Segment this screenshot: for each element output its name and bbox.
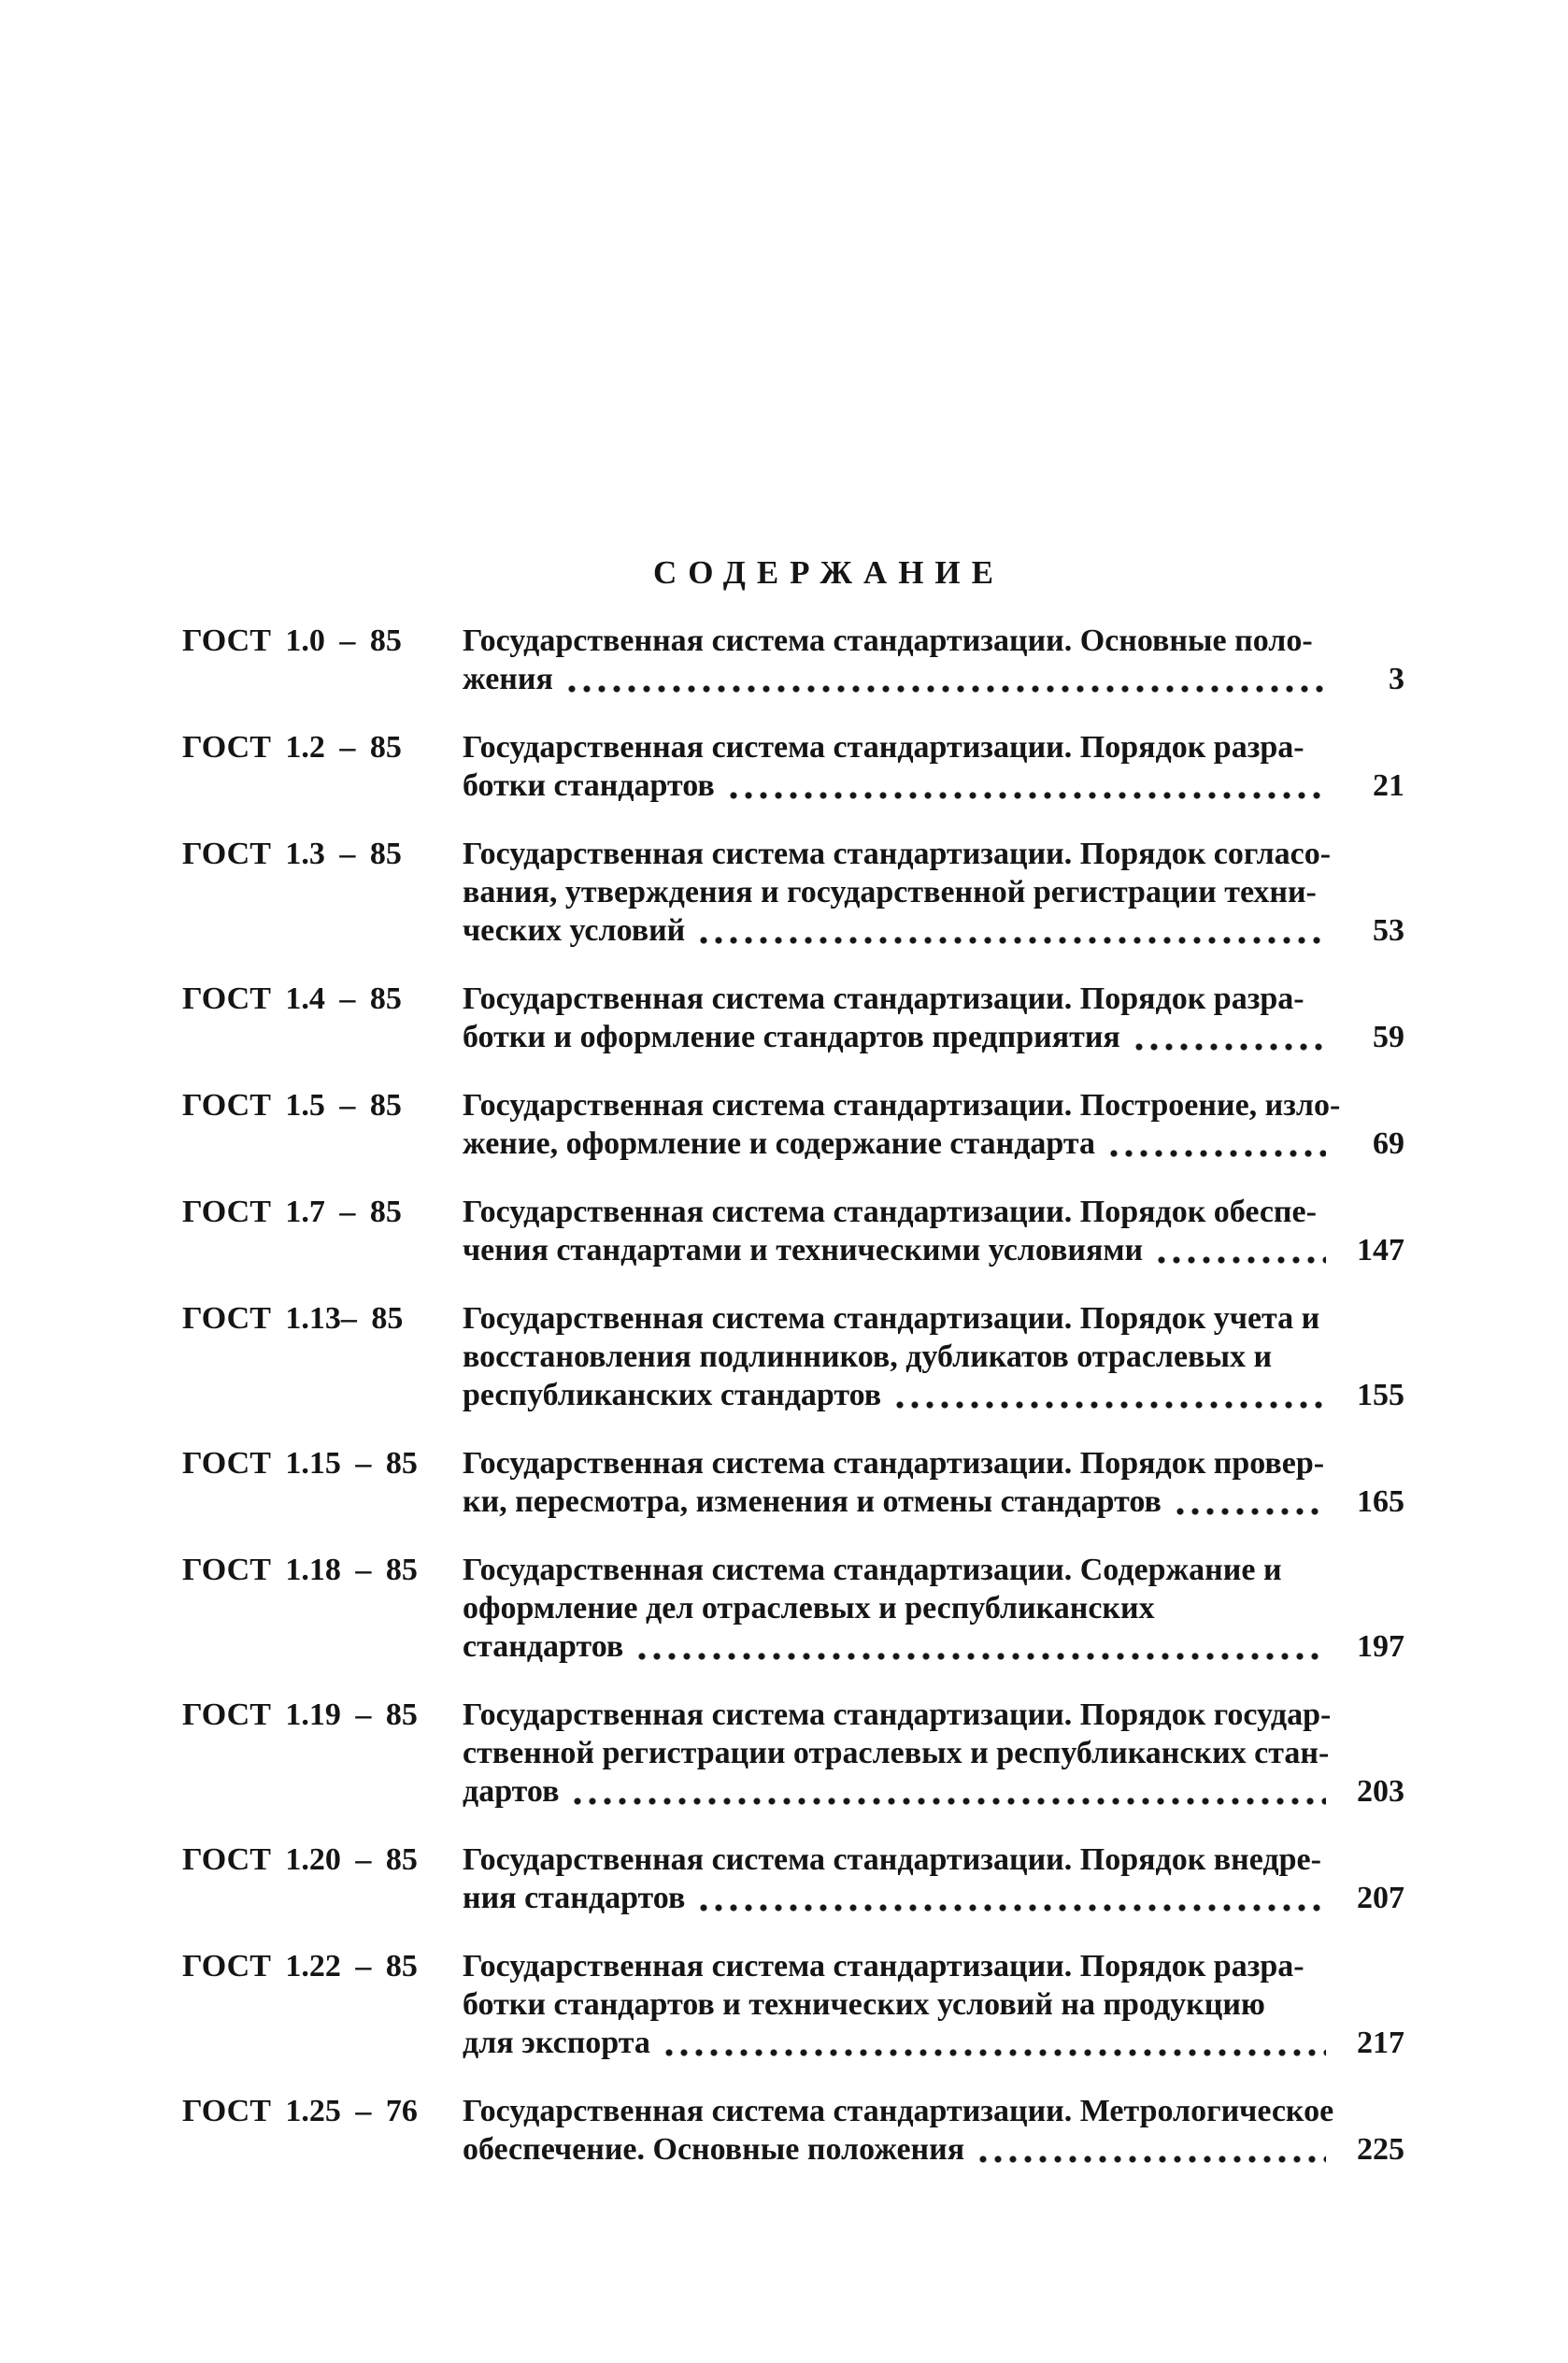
entry-line: восстановления подлинников, дубликатов отраслевых и [463,1339,1273,1374]
entry-line: Государственная система стандартизации. Порядок государ- [463,1697,1332,1732]
entry-line: вания, утверждения и государственной регистрации техни- [463,875,1317,909]
dot-leader [1176,1508,1326,1515]
entry-description [463,728,1404,805]
page-number: 53 [1373,913,1404,948]
toc-entry [182,1299,1404,1414]
entry-description [463,1840,1404,1917]
dot-leader [665,2049,1326,2056]
page-number: 225 [1357,2132,1404,2167]
entry-description [463,622,1404,698]
entry-last-line [463,1772,1404,1811]
entry-line: обеспечение. Основные положения [463,2132,965,2167]
gost-number: ГОСТ 1.3 – 85 [182,837,402,871]
page-number: 165 [1357,1484,1404,1519]
entry-last-line [463,911,1404,950]
toc-entry [182,980,1404,1056]
page-number: 21 [1373,768,1404,803]
entry-last-line [463,2024,1404,2062]
page-number: 59 [1373,1020,1404,1054]
entry-line: стандартов [463,1629,624,1664]
dot-leader [638,1653,1326,1660]
dot-leader [574,1797,1326,1805]
entry-line: для экспорта [463,2026,650,2060]
entry-line: Государственная система стандартизации. Содержание и [463,1553,1282,1587]
gost-number: ГОСТ 1.7 – 85 [182,1195,402,1229]
toc-entry [182,835,1404,950]
entry-last-line [463,660,1404,698]
entry-last-line [463,1482,1404,1521]
entry-last-line [463,1231,1404,1269]
entry-line: Государственная система стандартизации. Порядок разра- [463,981,1304,1016]
entry-line: Государственная система стандартизации. Метрологическое [463,2094,1334,2128]
entry-line: ки, пересмотра, изменения и отмены стандартов [463,1484,1162,1519]
entry-line: оформление дел отраслевых и республиканских [463,1591,1155,1625]
toc-title: СОДЕРЖАНИЕ [652,554,1005,591]
entry-line: Государственная система стандартизации. Построение, изло- [463,1088,1341,1123]
gost-number: ГОСТ 1.0 – 85 [182,623,402,658]
dot-leader [979,2155,1326,2163]
gost-number: ГОСТ 1.20 – 85 [182,1842,418,1877]
entry-description [463,1444,1404,1521]
entry-description [463,835,1404,950]
entry-line: Государственная система стандартизации. Основные поло- [463,623,1313,658]
gost-number: ГОСТ 1.13– 85 [182,1301,404,1336]
toc-list [182,622,1404,2169]
toc-entry [182,1086,1404,1163]
gost-number: ГОСТ 1.2 – 85 [182,730,402,765]
entry-line: ственной регистрации отраслевых и республиканских стан- [463,1736,1330,1770]
entry-line: республиканских стандартов [463,1378,882,1412]
gost-number: ГОСТ 1.22 – 85 [182,1949,418,1983]
entry-line: Государственная система стандартизации. Порядок обеспе- [463,1195,1317,1229]
toc-entry [182,2092,1404,2169]
entry-line: дартов [463,1774,560,1809]
entry-description [463,1299,1404,1414]
entry-line: Государственная система стандартизации. Порядок разра- [463,1949,1304,1983]
toc-entry [182,1193,1404,1269]
entry-line: чения стандартами и техническими условиями [463,1233,1144,1267]
entry-description [463,1086,1404,1163]
toc-entry [182,622,1404,698]
entry-last-line [463,1376,1404,1414]
entry-description [463,980,1404,1056]
gost-number: ГОСТ 1.25 – 76 [182,2094,418,2128]
entry-last-line [463,2130,1404,2169]
entry-line: жения [463,662,553,696]
entry-line: Государственная система стандартизации. Порядок согласо- [463,837,1332,871]
entry-line: ботки стандартов [463,768,715,803]
dot-leader [700,937,1326,944]
page-number: 203 [1357,1774,1404,1809]
toc-entry [182,1444,1404,1521]
dot-leader [1158,1256,1326,1264]
entry-description [463,1193,1404,1269]
entry-line: Государственная система стандартизации. Порядок учета и [463,1301,1320,1336]
page-number: 3 [1389,662,1404,696]
dot-leader [1110,1150,1326,1157]
entry-line: ботки стандартов и технических условий на продукцию [463,1987,1265,2022]
page-number: 147 [1357,1233,1404,1267]
entry-line: Государственная система стандартизации. Порядок провер- [463,1446,1325,1481]
gost-number: ГОСТ 1.5 – 85 [182,1088,402,1123]
entry-line: ботки и оформление стандартов предприятия [463,1020,1120,1054]
toc-entry [182,1947,1404,2062]
toc-entry [182,1696,1404,1811]
entry-line: Государственная система стандартизации. Порядок внедре- [463,1842,1321,1877]
entry-last-line [463,1627,1404,1666]
toc-entry [182,1551,1404,1666]
toc-entry [182,728,1404,805]
entry-line: Государственная система стандартизации. Порядок разра- [463,730,1304,765]
page-number: 217 [1357,2026,1404,2060]
page-number: 69 [1373,1126,1404,1161]
toc-entry [182,1840,1404,1917]
entry-description [463,1947,1404,2062]
entry-description [463,1696,1404,1811]
dot-leader [896,1401,1326,1409]
entry-line: ния стандартов [463,1881,686,1915]
page-number: 155 [1357,1378,1404,1412]
dot-leader [1135,1043,1326,1051]
entry-last-line [463,1879,1404,1917]
page-number: 197 [1357,1629,1404,1664]
gost-number: ГОСТ 1.15 – 85 [182,1446,418,1481]
gost-number: ГОСТ 1.4 – 85 [182,981,402,1016]
dot-leader [700,1904,1326,1912]
page-number: 207 [1357,1881,1404,1915]
dot-leader [568,685,1326,693]
entry-description [463,1551,1404,1666]
entry-line: ческих условий [463,913,686,948]
gost-number: ГОСТ 1.19 – 85 [182,1697,418,1732]
dot-leader [730,792,1326,799]
entry-last-line [463,1124,1404,1163]
entry-last-line [463,766,1404,805]
entry-last-line [463,1018,1404,1056]
entry-description [463,2092,1404,2169]
gost-number: ГОСТ 1.18 – 85 [182,1553,418,1587]
entry-line: жение, оформление и содержание стандарта [463,1126,1095,1161]
